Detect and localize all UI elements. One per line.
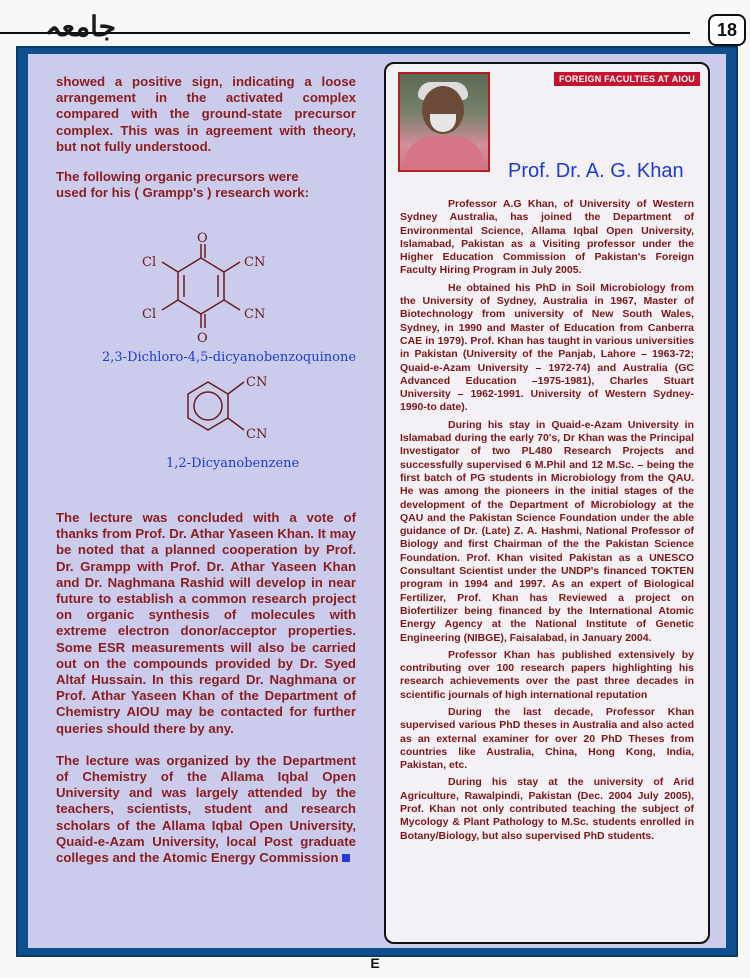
portrait-photo [398,72,490,172]
caption-dicyanobenzene: 1,2-Dicyanobenzene [166,456,300,471]
atom-cn-2: CN [244,307,266,322]
bio-paragraph: During his stay in Quaid-e-Azam University in Islamabad during the early 70's, Dr Khan was the Principal Investigator of two PL480 Research Projects and successfully supervised 6 M.Phil and 12 M.Sc. – being the first batch of PG students in Microbiology from the QAU. He was among the pioneers in the initial stages of the development of the Department of Microbiology at the QAU and the Pakistan Science Foundation under the able guidance of Dr. (Late) Z. A. Hashmi, National Professor of Biology and first Chairman of the the Pakistan Science Foundation. Prof. Khan visited Pakistan as a UNESCO Consultant Scientist under the UNDP's financed TOKTEN program in 1994 and 1997. As an expert of Biological Fertilizer, Prof. Khan has Reviewed a project on Biofertilizer being financed by the International Atomic Energy Agency at the National Institute of Genetic Engineering (NIBGE), Faisalabad, in January 2004. [400,418,694,644]
profile-name: Prof. Dr. A. G. Khan [508,160,684,182]
bio-paragraph: Professor A.G Khan, of University of Western Sydney Australia, has joined the Department of Environmental Science, Allama Iqbal Open University, Islamabad, Pakistan as a Visiting professor under the Higher Education Commission of Pakistan's Foreign Faculty Hiring Program in July 2005. [400,198,694,277]
atom-cn-3: CN [246,375,268,390]
bio-paragraph: During his stay at the university of Arid Agriculture, Rawalpindi, Pakistan (Dec. 2004 July 2005), Prof. Khan not only contributed teaching the subject of Mycology & Plant Pathology to M.Sc. students enrolled in Botany/Biology, but also supervised PhD students. [400,776,694,842]
atom-o-bottom: O [197,331,208,346]
atom-cn-1: CN [244,255,266,270]
organized-text: The lecture was organized by the Department of Chemistry of the Allama Iqbal Open University and was largely attended by the teachers, scientists, student and research scholars of the Allama Iqbal Open University, Quaid-e-Azam University, local Post graduate colleges and the Atomic Energy Commission [56,752,356,866]
paragraph-organized-by [56,753,356,866]
page-number: 18 [708,14,746,46]
left-column [56,74,356,201]
paragraph-precursors: The following organic precursors were used for his ( Grampp's ) research work: [56,169,310,201]
paragraph-esr-result: showed a positive sign, indicating a loose arrangement in the activated complex compared with the ground-state precursor complex. This was in agreement with theory, but not fully understood. [56,74,356,154]
end-mark-icon [342,854,350,862]
atom-o-top: O [197,231,208,246]
bio-paragraph: During the last decade, Professor Khan supervised various PhD theses in Australia and also acted as an external examiner for over 20 PhD Theses from countries like Australia, China, Hong Kong, India, Pakistan, etc. [400,705,694,772]
bio-paragraph: He obtained his PhD in Soil Microbiology from the University of Sydney, Australia in 1967, Master of Biotechnology from university of New South Wales, Sydney, in 1990 and Master of Education from Canberra CAE in 1979). Prof. Khan has taught in various universities in Pakistan (University of the Panjab, Lahore – 1963-72; Quaid-e-Azam University – 1972-74) and Australia (GC Advanced Education –1975-1981), Charles Stuart University – 1962-1991. University of Western Sydney-1990-to date). [400,281,694,414]
page-frame [16,46,738,957]
atom-cl-2: Cl [142,307,157,322]
paragraph-vote-of-thanks: The lecture was concluded with a vote of thanks from Prof. Dr. Athar Yaseen Khan. It may be noted that a planned cooperation by Prof. Dr. Grampp with Prof. Dr. Athar Yaseen Khan and Dr. Naghmana Rashid will develop in near future to establish a common research project on organic synthesis of molecules with extreme electron donor/acceptor properties. Some ESR measurements will also be carried out on the compounds provided by Dr. Syed Altaf Hussain. In this regard Dr. Naghmana or Prof. Athar Yaseen Khan of the Department of Chemistry AIOU may be contacted for further queries should there by any. [56,510,356,736]
faculty-profile-box [384,62,710,944]
bio-paragraph: Professor Khan has published extensively by contributing over 100 research papers highlighting his research achievements over the past three decades in scientific journals of high international reputation [400,648,694,701]
masthead-logo: جامعہ [45,10,116,43]
caption-ddq: 2,3-Dichloro-4,5-dicyanobenzoquinone [102,350,357,365]
chemical-structures [68,230,368,490]
page-inner [28,54,726,948]
header-rule [0,20,690,34]
atom-cn-4: CN [246,427,268,442]
footer-mark: E [370,955,380,971]
left-column-lower [56,510,356,866]
profile-bio [400,198,694,847]
section-tag: FOREIGN FACULTIES AT AIOU [554,72,700,86]
atom-cl-1: Cl [142,255,157,270]
